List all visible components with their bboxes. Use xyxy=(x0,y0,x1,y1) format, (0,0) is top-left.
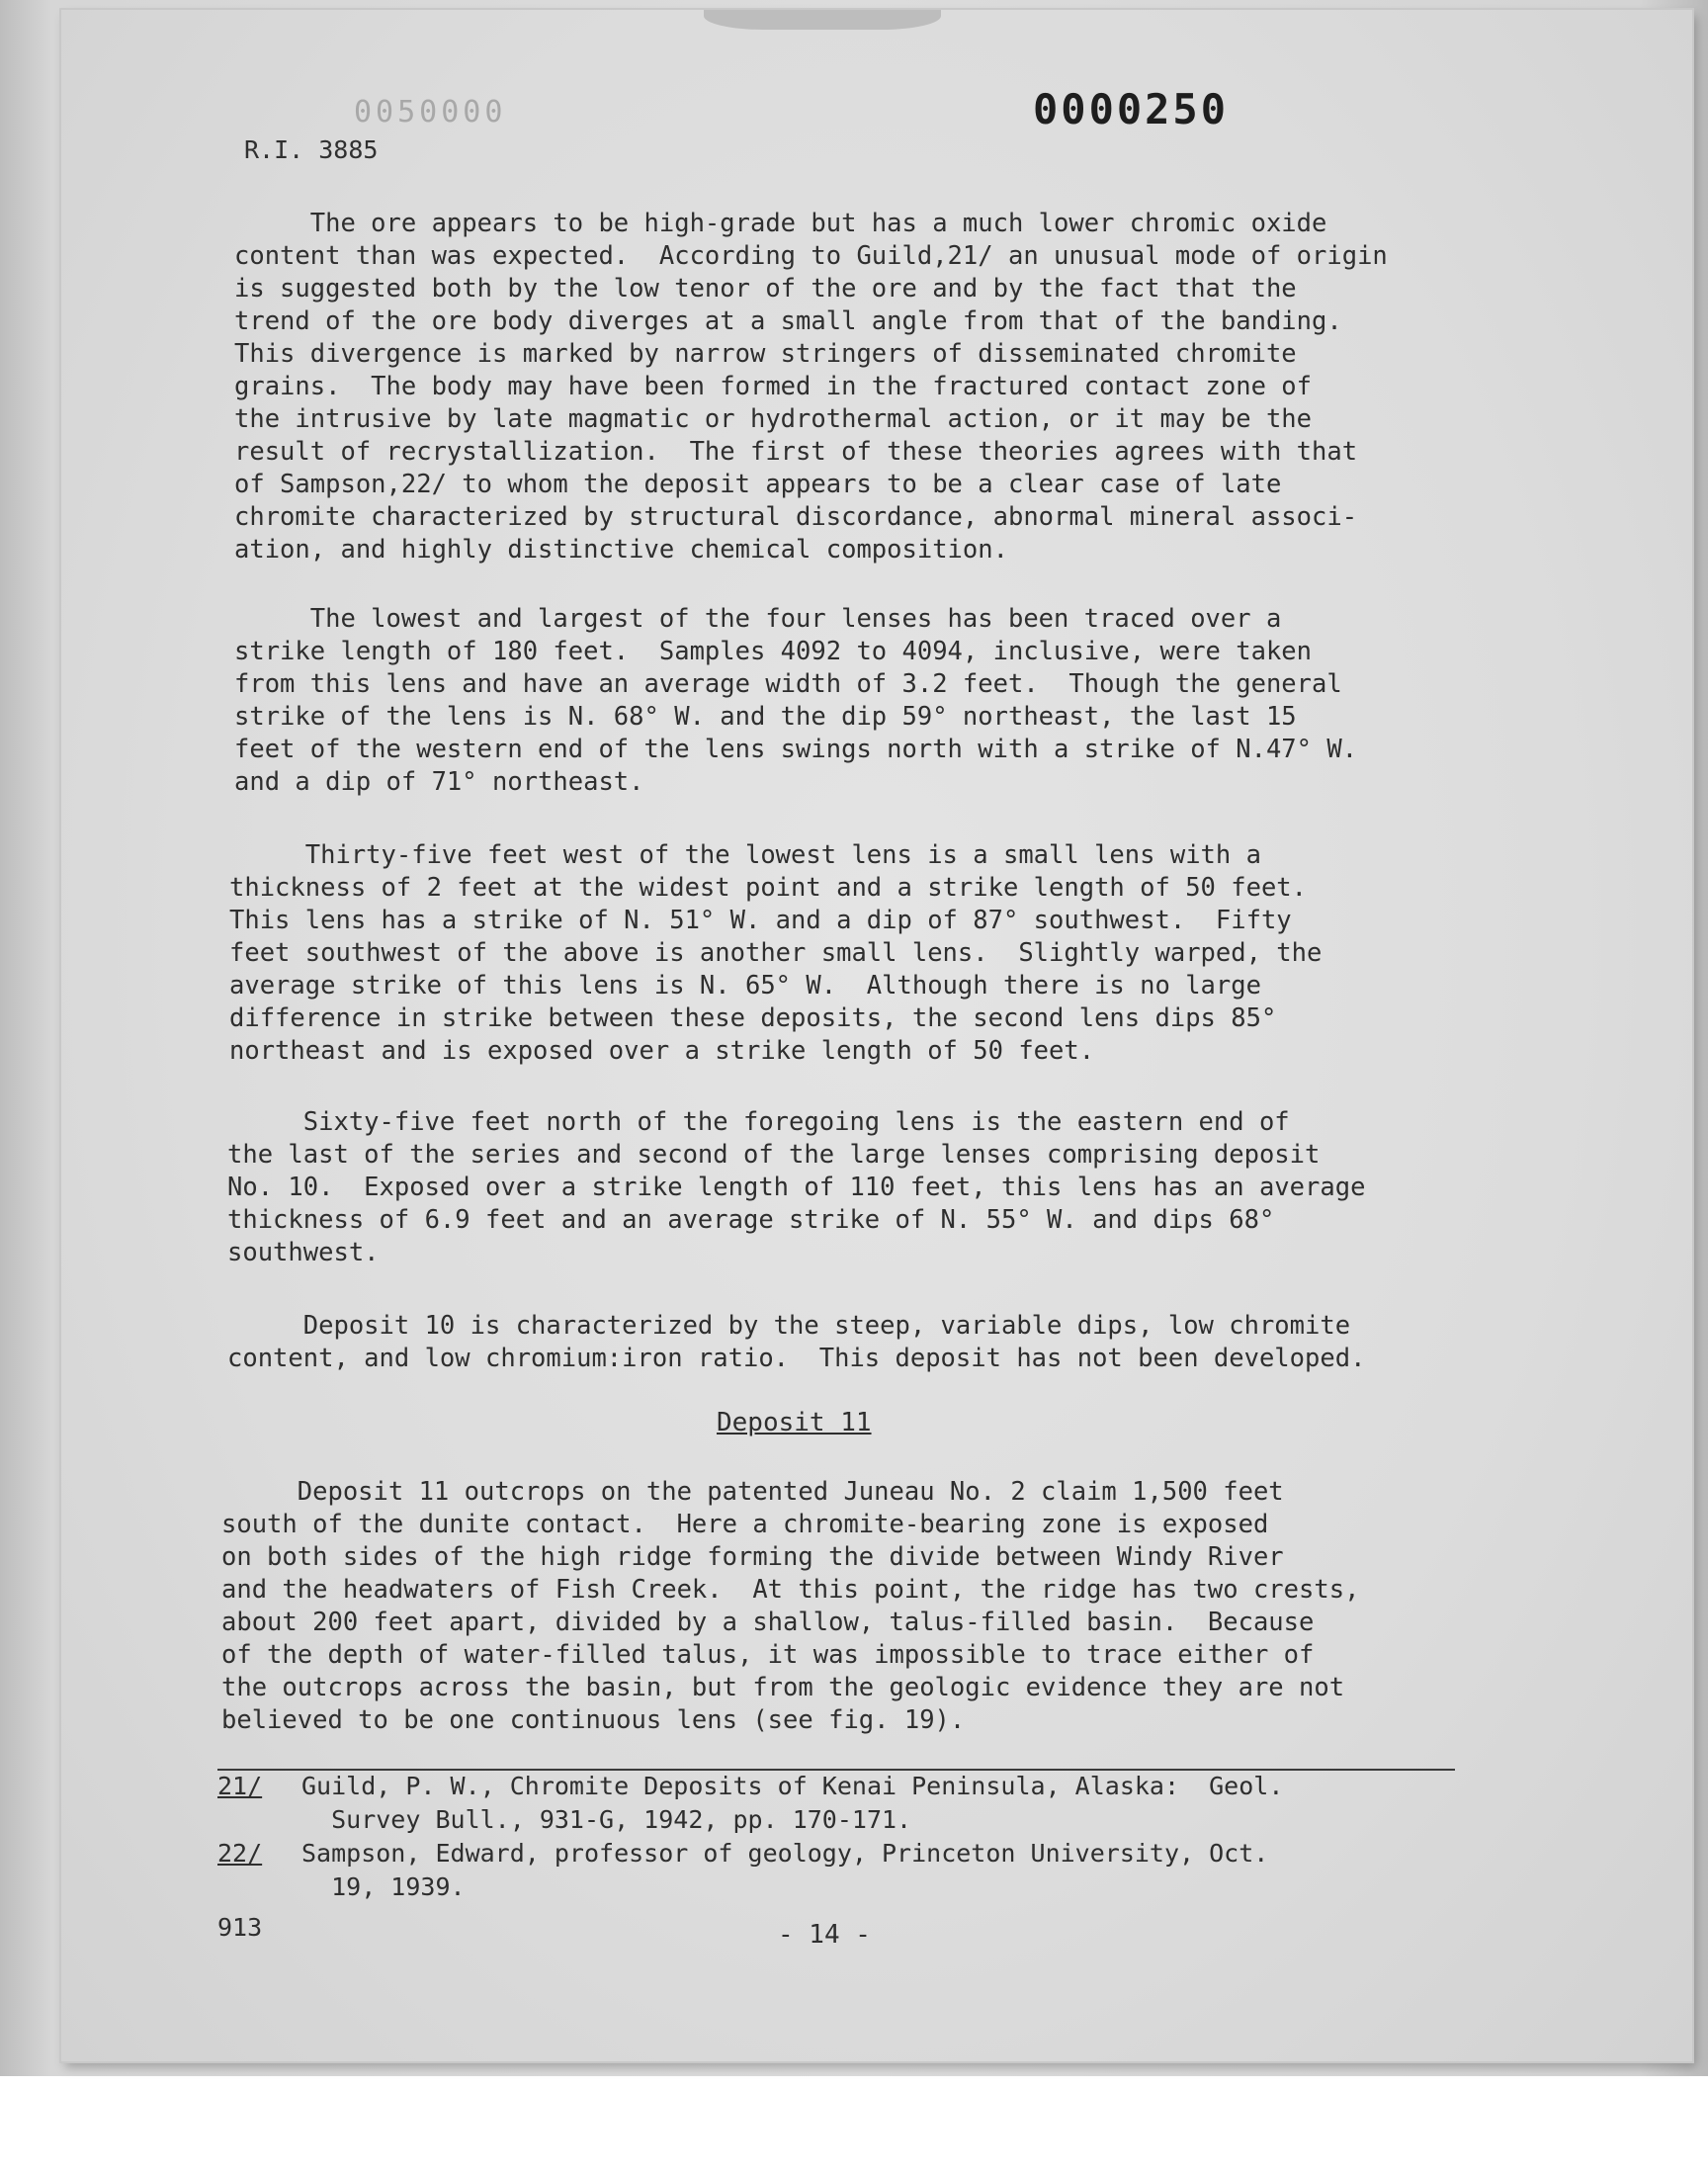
paragraph-small-lenses: Thirty-five feet west of the lowest lens is a small lens with a thickness of 2 feet at the widest point and a strike length of 50 feet. This lens has a strike of N. 51° W. and a dip of 87° southwest. Fifty feet southwest of the above is another small lens. Slightly warped, the average strike of this lens is N. 65° W. Although there is no large difference in strike between these deposits, the second lens dips 85° northeast and is exposed over a strike length of 50 feet. xyxy=(229,840,1323,1066)
paragraph-deposit-10-summary: Deposit 10 is characterized by the steep, variable dips, low chromite content, and low chromium:iron ratio. This deposit has not been developed. xyxy=(227,1311,1366,1373)
paragraph-ore-origin: The ore appears to be high-grade but has a much lower chromic oxide content than was expected. According to Guild,21/ an unusual mode of origin is suggested both by the low tenor of the ore and by the fact that the trend of the ore body diverges at a small angle from that of the banding. This divergence is marked by narrow stringers of disseminated chromite grains. The body may have been formed in the fractured contact zone of the intrusive by late magmatic or hydrothermal action, or it may be the result of recrystallization. The first of these theories agrees with that of Sampson,22/ to whom the deposit appears to be a clear case of late chromite characterized by structural discordance, abnormal mineral associ- ation, and highly distinctive chemical composition. xyxy=(234,209,1388,565)
document-number: 0000250 xyxy=(1033,85,1230,133)
footnote-22-mark: 22/ xyxy=(217,1839,263,1868)
paragraph-deposit-11: Deposit 11 outcrops on the patented Juneau No. 2 claim 1,500 feet south of the dunite contact. Here a chromite-bearing zone is exposed on both sides of the high ridge forming the divide between Windy River and the headwaters of Fish Creek. At this point, the ridge has two crests, about 200 feet apart, divided by a shallow, talus-filled basin. Because of the depth of water-filled talus, it was impossible to trace either of the outcrops across the basin, but from the geologic evidence they are not believed to be one continuous lens (see fig. 19). xyxy=(221,1477,1360,1735)
paragraph-lowest-lens: The lowest and largest of the four lenses has been traced over a strike length of 180 feet. Samples 4092 to 4094, inclusive, were taken from this lens and have an average width of 3.2 feet. Though the general strike of the lens is N. 68° W. and the dip 59° northeast, the last 15 feet of the western end of the lens swings north with a strike of N.47° W. and a dip of 71° northeast. xyxy=(234,604,1358,797)
document-code: 913 xyxy=(217,1913,263,1942)
report-id: R.I. 3885 xyxy=(244,135,379,164)
footnote-21-mark: 21/ xyxy=(217,1772,263,1800)
footnote-21-text: Guild, P. W., Chromite Deposits of Kenai Peninsula, Alaska: Geol. Survey Bull., 931-G, 1942, pp. 170-171. xyxy=(301,1772,1284,1834)
page-number: - 14 - xyxy=(778,1920,871,1950)
section-heading-deposit-11: Deposit 11 xyxy=(717,1408,872,1437)
paragraph-eastern-lens: Sixty-five feet north of the foregoing lens is the eastern end of the last of the series and second of the large lenses comprising deposit No. 10. Exposed over a strike length of 110 feet, this lens has an average thickness of 6.9 feet and an average strike of N. 55° W. and dips 68° southwest. xyxy=(227,1107,1366,1267)
faint-stamp-number: 0050000 xyxy=(354,95,507,130)
torn-edge xyxy=(704,10,941,30)
footnote-22-text: Sampson, Edward, professor of geology, Princeton University, Oct. 19, 1939. xyxy=(301,1839,1269,1901)
